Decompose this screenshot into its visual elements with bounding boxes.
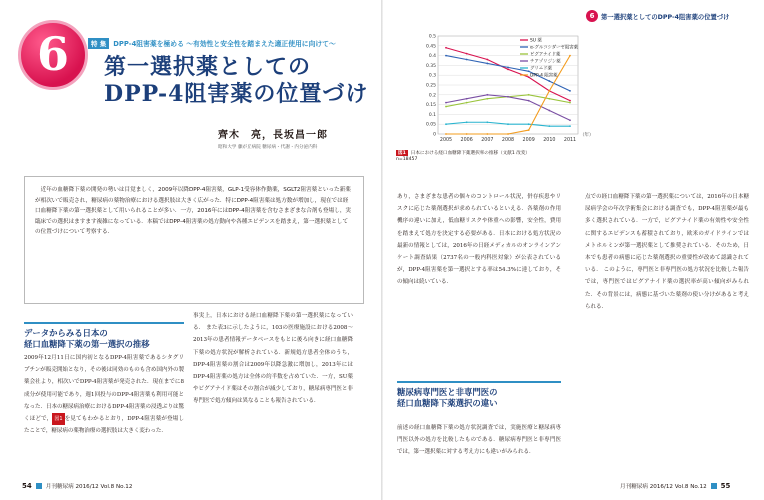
author-block [218, 126, 328, 150]
data-point [507, 96, 509, 98]
data-point [486, 133, 488, 135]
x-tick-label: 2007 [481, 138, 494, 143]
series-bar [88, 36, 336, 50]
data-point [548, 80, 550, 82]
left-column-2: 事実上，日本における経口血糖降下薬の第一選択薬になっている． また表3に示したように，103の医療施設における2008〜2013年の患者情報データベースをもとに後ろ向きに経口血糖降下薬の処方状況が解析されている．新規処方患者全体のうち，DPP-4阻害薬の割合は2009年以降急激に増加し，2013年にはDPP-4阻害薬の処方は全体の約半数を占めていた．一方，SU薬やビグアナイド薬はその割合が減少しており，糖尿病専門医と非専門医で処方傾向は異なることも報告されている． [193, 313, 353, 405]
y-tick-label: 0.1 [428, 112, 436, 118]
y-tick-label: 0.25 [425, 83, 436, 89]
data-point [486, 98, 488, 100]
author-affiliation: 昭和大学 藤が丘病院 糖尿病・代謝・内分泌内科 [218, 145, 318, 150]
data-point [569, 55, 571, 57]
figure1-caption [396, 150, 530, 156]
data-point [507, 68, 509, 70]
col1-text: 2009年12月11日に国内初となるDPP-4阻害薬であるシタグリプチンが販売開始となり，その後は同効のものも含め国内外の製薬会社より，相次いでDPP-4阻害薬が発売された．現在までに8成分が使用可能であり，週1回投与のDPP-4阻害薬も利用可能となった．日本の糖尿病治療におけるDPP-4阻害薬の浸透ぶりは驚くほどで， [24, 355, 184, 423]
data-point [466, 133, 468, 135]
page-gutter [381, 0, 383, 500]
data-point [445, 55, 447, 57]
figure-reference: 図1 [52, 413, 64, 425]
right-page-number: 55 [720, 482, 731, 490]
y-tick-label: 0.45 [425, 44, 436, 50]
figure1-sample-size: n=18457 [396, 157, 418, 162]
right-column-1: あり，さまざまな患者の個々のコントロール状況，併存疾患やリスクに応じた薬剤選択が求められているといえる．各薬剤の作用機序の違いに加え，低血糖リスクや体重への影響，安全性，費用を踏まえて処方を決定する必要がある．日本における処方状況の最新の情報としては，2016年の日経メディカルのオンラインアンケート調査結果（2737名の一般内科医対象）が公表されているが，DPP-4阻害薬を第一選択とする率は54.3%に達しており，その傾向は続いている． [397, 194, 561, 286]
data-point [569, 119, 571, 121]
left-page-number: 54 [22, 482, 32, 490]
x-tick-label: 2006 [460, 138, 473, 143]
y-tick-label: 0.35 [425, 63, 436, 69]
right-column-1-lower: 前述の経口血糖降下薬の処方状況調査では，実施医療と糖尿病専門医以外の処方を比較したものである．糖尿病専門医と非専門医では，第一選択薬に対する考え方にも違いがみられる． [397, 425, 561, 456]
data-point [466, 98, 468, 100]
legend-label: ビグアナイド薬 [530, 52, 561, 58]
data-point [486, 59, 488, 61]
data-point [486, 63, 488, 65]
legend-label: SU 薬 [530, 38, 542, 44]
line-chart-svg [418, 30, 596, 148]
data-point [548, 98, 550, 100]
data-point [466, 102, 468, 104]
left-journal-info: 月刊糖尿病 2016/12 Vol.8 No.12 [45, 484, 133, 490]
x-axis-label: （年） [580, 133, 594, 138]
figure1-caption-text: 日本における経口血糖降下薬選択率の推移（文献1 改変） [410, 151, 531, 156]
footer-square-icon [36, 483, 42, 489]
series-title: DPP-4阻害薬を極める 〜有効性と安全性を踏まえた適正使用に向けて〜 [113, 40, 336, 48]
legend-label: DPP-4 阻害薬 [530, 73, 558, 79]
data-point [569, 100, 571, 102]
figure1-chart [418, 30, 596, 148]
data-point [445, 47, 447, 49]
data-point [569, 125, 571, 127]
data-point [445, 123, 447, 125]
x-tick-label: 2010 [543, 138, 556, 143]
data-point [528, 94, 530, 96]
running-head-text: 第一選択薬としてのDPP-4阻害薬の位置づけ [601, 13, 730, 21]
data-point [445, 106, 447, 108]
right-column-2: 点での経口血糖降下薬の第一選択薬については，2016年の日本糖尿病学会の年次学術集会における調査でも，DPP-4阻害薬が最も多く選択されている．一方で，ビグアナイド薬の有効性や安全性に関するエビデンスも蓄積されており，欧米のガイドラインではメトホルミンが第一選択薬として推奨されている．そのため，日本でも患者の病態に応じた薬剤選択の重要性が改めて認識されている． このように，専門医と非専門医の処方状況を比較した報告では，専門医ではビグアナイド薬の選択率が高い傾向がみられた．その背景には，病態に基づいた薬剤の使い分けがあると考えられる． [585, 194, 749, 310]
data-point [486, 121, 488, 123]
section1-heading-line1: データからみる日本の [24, 328, 108, 338]
article-title-line2: DPP-4阻害薬の位置づけ [104, 81, 369, 107]
y-tick-label: 0 [433, 132, 436, 138]
right-footer [620, 482, 730, 490]
y-tick-label: 0.3 [428, 73, 436, 79]
legend-label: α-グルコシダーゼ阻害薬 [530, 45, 578, 51]
legend-label: チアゾリジン薬 [530, 59, 561, 65]
data-point [548, 125, 550, 127]
section2-heading-line2: 経口血糖降下薬選択の違い [397, 398, 498, 408]
abstract-box [24, 176, 364, 304]
author-names: 齊木 亮，長坂昌一郎 [218, 130, 328, 141]
data-point [528, 123, 530, 125]
data-point [528, 100, 530, 102]
right-journal-info: 月刊糖尿病 2016/12 Vol.8 No.12 [620, 484, 707, 490]
x-tick-label: 2009 [522, 138, 535, 143]
y-tick-label: 0.15 [425, 103, 436, 109]
section2-heading [397, 381, 561, 409]
data-point [548, 90, 550, 92]
running-head-number: 6 [586, 10, 598, 22]
y-tick-label: 0.05 [425, 122, 436, 128]
data-point [466, 53, 468, 55]
article-title [104, 54, 368, 108]
x-tick-label: 2011 [563, 138, 577, 143]
data-point [528, 129, 530, 131]
section1-heading-line2: 経口血糖降下薬の第一選択の推移 [24, 339, 150, 349]
data-point [466, 59, 468, 61]
section1-heading [24, 322, 184, 350]
article-title-line1: 第一選択薬としての [104, 54, 312, 80]
data-point [445, 133, 447, 135]
y-tick-label: 0.5 [428, 34, 436, 40]
y-tick-label: 0.4 [428, 54, 436, 60]
data-point [507, 133, 509, 135]
left-footer [22, 482, 132, 490]
data-point [466, 121, 468, 123]
chapter-number-badge: 6 [18, 20, 88, 90]
series-tag: 特 集 [88, 38, 109, 49]
left-column-1 [24, 352, 184, 437]
data-point [507, 66, 509, 68]
data-point [548, 110, 550, 112]
data-point [569, 102, 571, 104]
data-point [507, 123, 509, 125]
footer-square-icon-right [711, 483, 717, 489]
legend-label: グリニド薬 [530, 66, 552, 72]
abstract-text: 近年の血糖降下薬の開発の勢いは目覚ましく，2009年以降DPP-4阻害薬，GLP-1受容体作動薬，SGLT2阻害薬といった新薬が相次いで販売され，糖尿病の薬物治療における選択肢は大きく広がった．特にDPP-4阻害薬は処方数が増加し，現在では経口血糖降下薬の第一選択薬として用いられることが多い．一方，2016年にはDPP-4阻害薬を含むさまざまな合剤も登場し，実臨床での選択はますます複雑になっている．本稿ではDPP-4阻害薬の処方動向や各種エビデンスを踏まえ，第一選択薬としての位置づけについて考察する． [35, 187, 352, 236]
section2-heading-line1: 糖尿病専門医と非専門医の [397, 387, 498, 397]
y-tick-label: 0.2 [428, 93, 436, 99]
col1-text-cont: を見てもわかるとおり，DPP-4阻害薬が登場したことで，糖尿病の薬物治療の選択肢は大きく変わった． [24, 416, 185, 435]
data-point [445, 102, 447, 104]
running-head [586, 10, 729, 22]
x-tick-label: 2005 [439, 138, 453, 143]
x-tick-label: 2008 [501, 138, 515, 143]
data-point [486, 94, 488, 96]
figure1-label: 図1 [398, 151, 406, 156]
data-point [569, 90, 571, 92]
